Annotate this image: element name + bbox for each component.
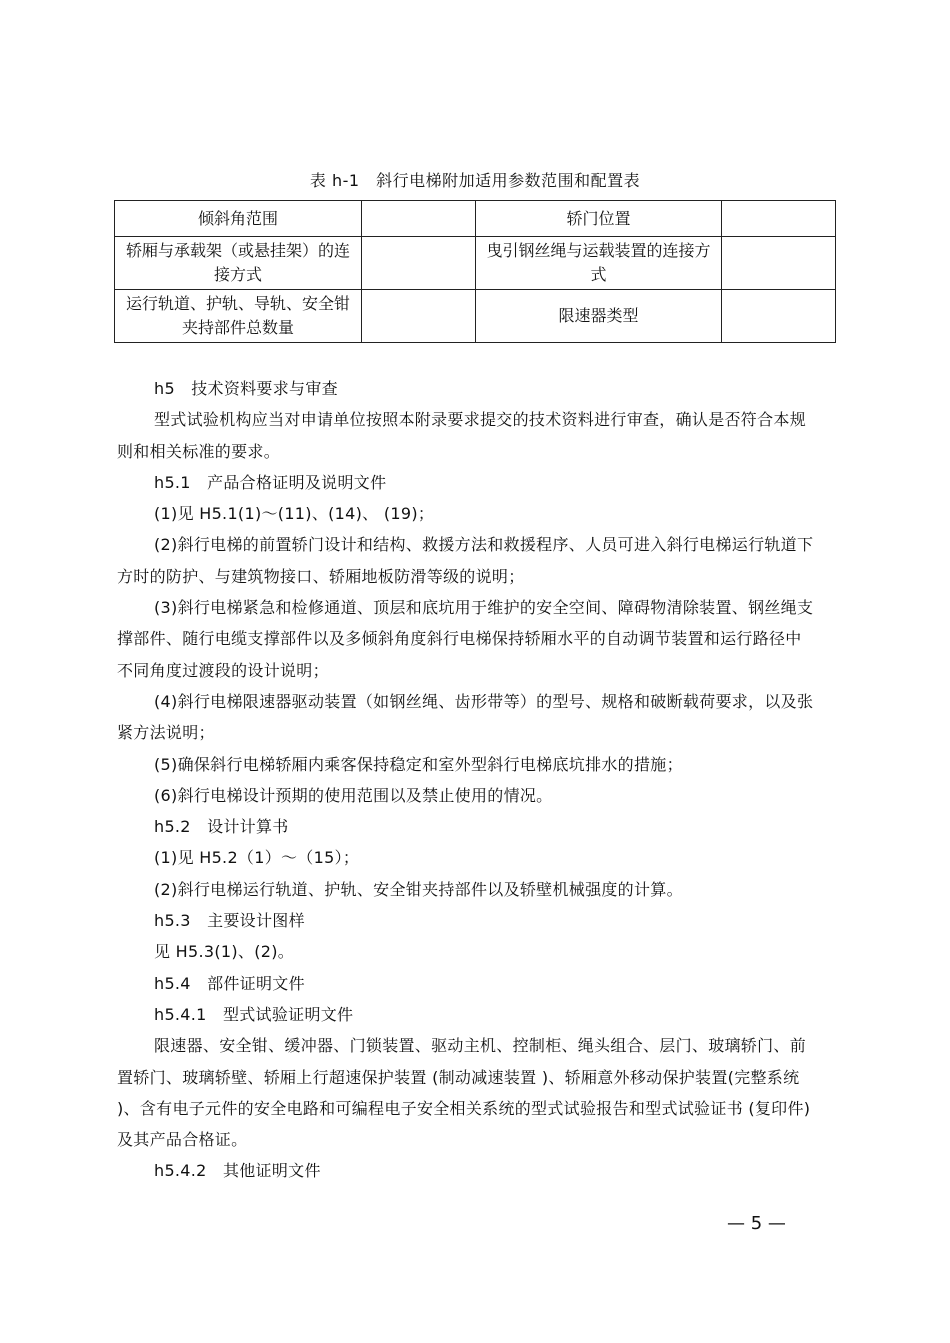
table-cell-label: 运行轨道、护轨、导轨、安全钳夹持部件总数量 (115, 290, 362, 343)
table-cell-value (722, 201, 836, 237)
table-cell-label: 倾斜角范围 (115, 201, 362, 237)
section-heading-h5-4: h5.4 部件证明文件 (154, 973, 305, 993)
table-cell-label: 轿厢与承载架（或悬挂架）的连接方式 (115, 237, 362, 290)
table-cell-value (362, 237, 476, 290)
table-cell-value (722, 290, 836, 343)
list-item: (5)确保斜行电梯轿厢内乘客保持稳定和室外型斜行电梯底坑排水的措施； (154, 754, 683, 774)
table-cell-value (362, 201, 476, 237)
parameter-config-table (114, 200, 836, 343)
section-heading-h5: h5 技术资料要求与审查 (154, 379, 338, 398)
list-item: (1)见 H5.1(1)～(11)、(14)、 (19)； (154, 504, 435, 524)
paragraph: 见 H5.3(1)、(2)。 (154, 942, 295, 962)
table-row (115, 237, 836, 290)
paragraph: 限速器、安全钳、缓冲器、门锁装置、驱动主机、控制柜、绳头组合、层门、玻璃轿门、前置轿门、玻璃轿壁、轿厢上行超速保护装置 (制动减速装置 )、轿厢意外移动保护装置(完整系统 )、含有电子元件的安全电路和可编程电子安全相关系统的型式试验报告和型式试验证书 (复印件)及其产品合格证。 (117, 1036, 811, 1150)
table-cell-label: 限速器类型 (476, 290, 722, 343)
list-item: (6)斜行电梯设计预期的使用范围以及禁止使用的情况。 (154, 785, 553, 805)
body-text (117, 373, 817, 1187)
table-row (115, 290, 836, 343)
section-heading-h5-4-1: h5.4.1 型式试验证明文件 (154, 1004, 354, 1024)
list-item: (4)斜行电梯限速器驱动装置（如钢丝绳、齿形带等）的型号、规格和破断载荷要求，以及张紧方法说明； (117, 691, 814, 743)
table-caption: 表 h-1 斜行电梯附加适用参数范围和配置表 (309, 171, 641, 190)
section-heading-h5-3: h5.3 主要设计图样 (154, 911, 305, 931)
page-number: — 5 — (727, 1213, 786, 1234)
table-cell-label: 轿门位置 (476, 201, 722, 237)
table-cell-value (362, 290, 476, 343)
paragraph: 型式试验机构应当对申请单位按照本附录要求提交的技术资料进行审查，确认是否符合本规则和相关标准的要求。 (117, 410, 807, 461)
table-cell-label: 曳引钢丝绳与运载装置的连接方式 (476, 237, 722, 290)
list-item: (2)斜行电梯的前置轿门设计和结构、救援方法和救援程序、人员可进入斜行电梯运行轨道下方时的防护、与建筑物接口、轿厢地板防滑等级的说明； (117, 535, 814, 586)
list-item: (1)见 H5.2（1）～（15）； (154, 848, 360, 868)
section-heading-h5-4-2: h5.4.2 其他证明文件 (154, 1161, 321, 1181)
table-cell-value (722, 237, 836, 290)
section-heading-h5-1: h5.1 产品合格证明及说明文件 (154, 472, 387, 492)
list-item: (2)斜行电梯运行轨道、护轨、安全钳夹持部件以及轿壁机械强度的计算。 (154, 879, 683, 899)
section-heading-h5-2: h5.2 设计计算书 (154, 817, 289, 837)
table-row (115, 201, 836, 237)
list-item: (3)斜行电梯紧急和检修通道、顶层和底坑用于维护的安全空间、障碍物清除装置、钢丝绳支撑部件、随行电缆支撑部件以及多倾斜角度斜行电梯保持轿厢水平的自动调节装置和运行路径中不同角度过渡段的设计说明； (117, 598, 814, 680)
